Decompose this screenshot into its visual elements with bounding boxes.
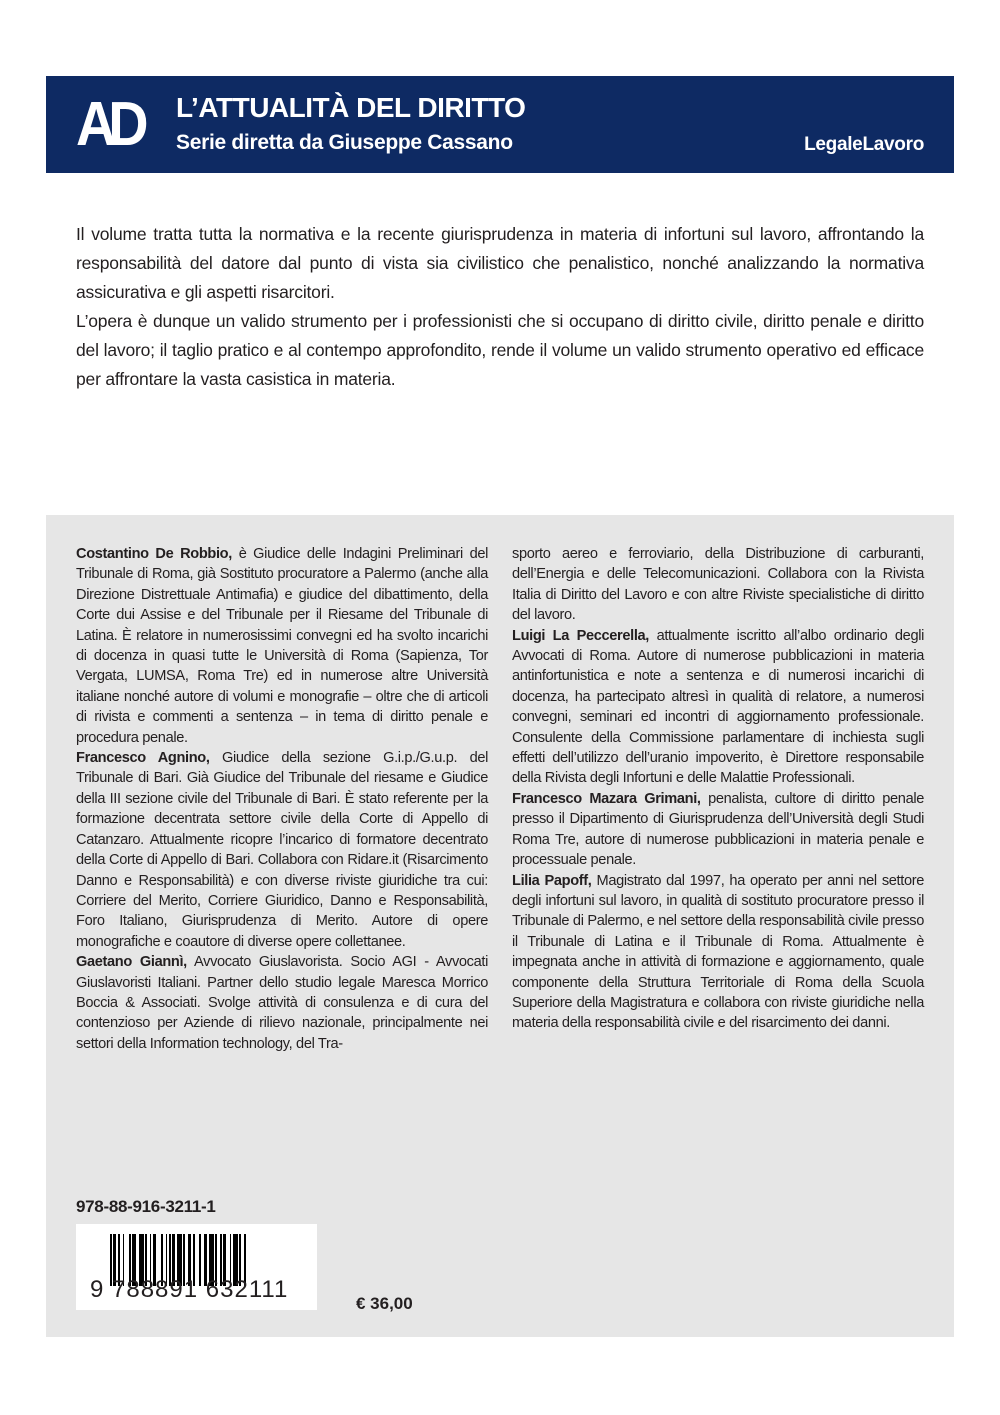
series-logo: AD	[76, 90, 141, 159]
author-name: Gaetano Giannì,	[76, 954, 187, 971]
author-bio: Francesco Agnino, Giudice della sezione G.i.p./G.u.p. del Tribunale di Bari. Già Giudice del Tribunale del riesame e Giudice della III sezione civile del Tribunale di Bari. È stato referente per la formazione decentrata settore civile della Corte di Appello di Catanzaro. Attualmente ricopre l’incarico di formatore decentrato della Corte di Appello di Bari. Collabora con Ridare.it (Risarcimento Danno e Responsabilità) e con diverse riviste giuridiche tra cui: Corriere del Merito, Corriere Giuridico, Danno e Responsabilità, Foro Italiano, Giurisprudenza di Merito. Autore di opere monografiche e coautore di diverse opere collettanee.	[76, 750, 489, 950]
isbn: 978-88-916-3211-1	[76, 1197, 216, 1216]
publisher-brand: LegaleLavoro	[804, 134, 924, 155]
barcode	[76, 1224, 317, 1310]
author-bio: Costantino De Robbio, è Giudice delle Indagini Preliminari del Tribunale di Roma, già Sostituto procuratore a Palermo (anche alla Direzione Distrettuale Antimafia) e giudice del dibattimento, della Corte dui Assise e del Tribunale per il Riesame del Tribunale di Latina. È relatore in numerosissimi convegni ed ha svolto incarichi di docenza in quasi tutte le Università di Roma (Sapienza, Tor Vergata, LUMSA, Roma Tre) ed in numerose altre Università italiane nonché autore di volumi e monografie – oltre che di articoli di rivista e commenti a sentenza – in tema di diritto penale e procedura penale.	[76, 546, 488, 746]
authors-column-left	[76, 544, 488, 1054]
author-name: Luigi La Peccerella,	[512, 627, 650, 644]
series-title: L’ATTUALITÀ DEL DIRITTO	[176, 92, 526, 123]
author-name: Francesco Agnino,	[76, 750, 210, 767]
author-name: Costantino De Robbio,	[76, 546, 232, 562]
author-bio: Francesco Mazara Grimani, penalista, cultore di diritto penale presso il Dipartimento di Giurisprudenza dell’Università degli Studi Roma Tre, autore di numerose pubblicazioni in materia penale e processuale penale.	[512, 790, 924, 869]
series-banner	[46, 76, 954, 173]
series-subtitle: Serie diretta da Giuseppe Cassano	[176, 131, 513, 154]
author-bio: Gaetano Giannì, Avvocato Giuslavorista. Socio AGI - Avvocati Giuslavoristi Italiani. Partner dello studio legale Maresca Morrico Boccia & Associati. Svolge attività di consulenza e di cura del contenzioso per Aziende di rilievo nazionale, principalmente nei settori della Information technology, del Tra-	[76, 954, 488, 1052]
price: € 36,00	[356, 1294, 413, 1313]
author-name: Francesco Mazara Grimani,	[512, 790, 701, 807]
author-bio: Luigi La Peccerella, attualmente iscritto all’albo ordinario degli Avvocati di Roma. Autore di numerose pubblicazioni in materia antinfortunistica e note a sentenza e di numerosi incarichi di docenza, ha partecipato altresì in qualità di relatore, a numerosi convegni, seminari ed incontri di aggiornamento professionale. Consulente della Commissione parlamentare di inchiesta sugli effetti dell’utilizzo dell’uranio impoverito, è Direttore responsabile della Rivista degli Infortuni e delle Malattie Professionali.	[512, 627, 924, 787]
book-description	[76, 220, 924, 394]
description-paragraph: Il volume tratta tutta la normativa e la recente giurisprudenza in materia di infortuni sul lavoro, affrontando la responsabilità del datore dal punto di vista sia civilistico che penalistico, nonché analizzando la normativa assicurativa e gli aspetti risarcitori.	[76, 224, 924, 302]
authors-column-right	[512, 544, 924, 1034]
description-paragraph: L’opera è dunque un valido strumento per i professionisti che si occupano di diritto civile, diritto penale e diritto del lavoro; il taglio pratico e al contempo approfondito, rende il volume un valido strumento operativo ed efficace per affrontare la vasta casistica in materia.	[76, 311, 924, 389]
barcode-number: 9 788891 632111	[90, 1276, 289, 1303]
author-bio-continued: sporto aereo e ferroviario, della Distribuzione di carburanti, dell’Energia e delle Telecomunicazioni. Collabora con la Rivista Italia di Diritto del Lavoro e con altre Riviste specialistiche di diritto del lavoro.	[512, 546, 924, 624]
author-bio: Lilia Papoff, Magistrato dal 1997, ha operato per anni nel settore degli infortuni sul lavoro, in qualità di sostituto procuratore presso il Tribunale di Palermo, e nel settore della responsabilità civile presso il Tribunale di Latina e il Tribunale di Roma. Attualmente è impegnata anche in attività di formazione e aggiornamento, quale componente della Struttura Territoriale di Roma della Scuola Superiore della Magistratura e collabora con riviste giuridiche nella materia della responsabilità civile e del risarcimento dei danni.	[512, 872, 924, 1032]
author-name: Lilia Papoff,	[512, 872, 592, 889]
